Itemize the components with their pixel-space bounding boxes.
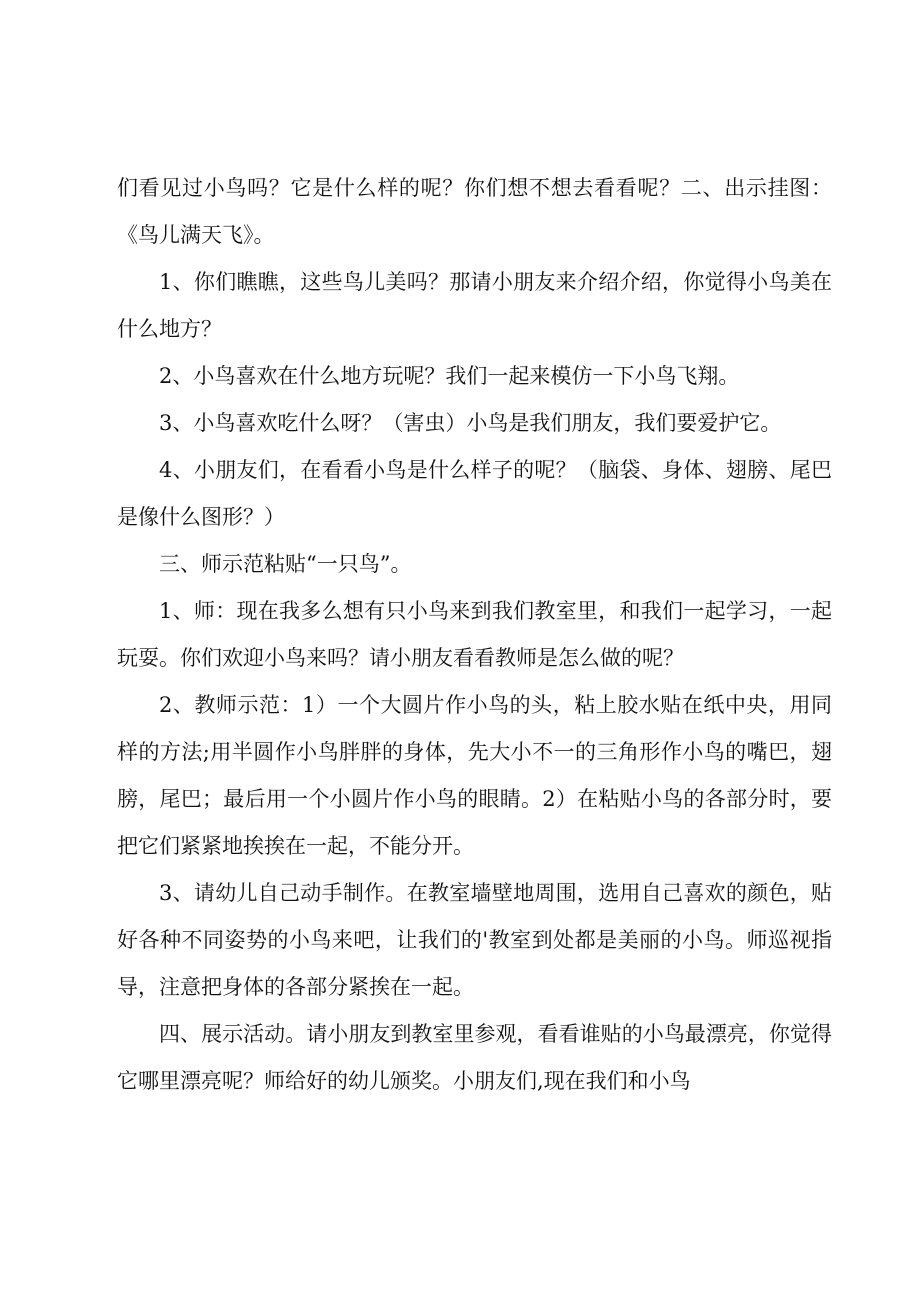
- paragraph-demo-1: 1、师：现在我多么想有只小鸟来到我们教室里，和我们一起学习，一起玩耍。你们欢迎小鸟来吗？请小朋友看看教师是怎么做的呢？: [117, 599, 832, 670]
- paragraph-step-3: 3、小鸟喜欢吃什么呀？（害虫）小鸟是我们朋友，我们要爱护它。: [159, 411, 782, 435]
- document-body: [117, 165, 832, 1105]
- paragraph-continuation: 们看见过小鸟吗？它是什么样的呢？你们想不想去看看呢？二、出示挂图：《鸟儿满天飞》。: [117, 176, 832, 247]
- paragraph-step-2: 2、小鸟喜欢在什么地方玩呢？我们一起来模仿一下小鸟飞翔。: [159, 364, 740, 388]
- paragraph-step-1: 1、你们瞧瞧，这些鸟儿美吗？那请小朋友来介绍介绍，你觉得小鸟美在什么地方？: [117, 270, 832, 341]
- section-heading-demo: 三、师示范粘贴“一只鸟”。: [159, 552, 412, 576]
- paragraph-showcase: 四、展示活动。请小朋友到教室里参观，看看谁贴的小鸟最漂亮，你觉得它哪里漂亮呢？师给好的幼儿颁奖。小朋友们,现在我们和小鸟: [117, 1022, 832, 1093]
- paragraph-demo-2: 2、教师示范：1）一个大圆片作小鸟的头，粘上胶水贴在纸中央，用同样的方法;用半圆作小鸟胖胖的身体，先大小不一的三角形作小鸟的嘴巴，翅膀，尾巴；最后用一个小圆片作小鸟的眼睛。2）在粘贴小鸟的各部分时，要把它们紧紧地挨挨在一起，不能分开。: [117, 693, 832, 858]
- paragraph-demo-3: 3、请幼儿自己动手制作。在教室墙壁地周围，选用自己喜欢的颜色，贴好各种不同姿势的小鸟来吧，让我们的'教室到处都是美丽的小鸟。师巡视指导，注意把身体的各部分紧挨在一起。: [117, 881, 832, 999]
- paragraph-step-4: 4、小朋友们，在看看小鸟是什么样子的呢？（脑袋、身体、翅膀、尾巴是像什么图形？）: [117, 458, 832, 529]
